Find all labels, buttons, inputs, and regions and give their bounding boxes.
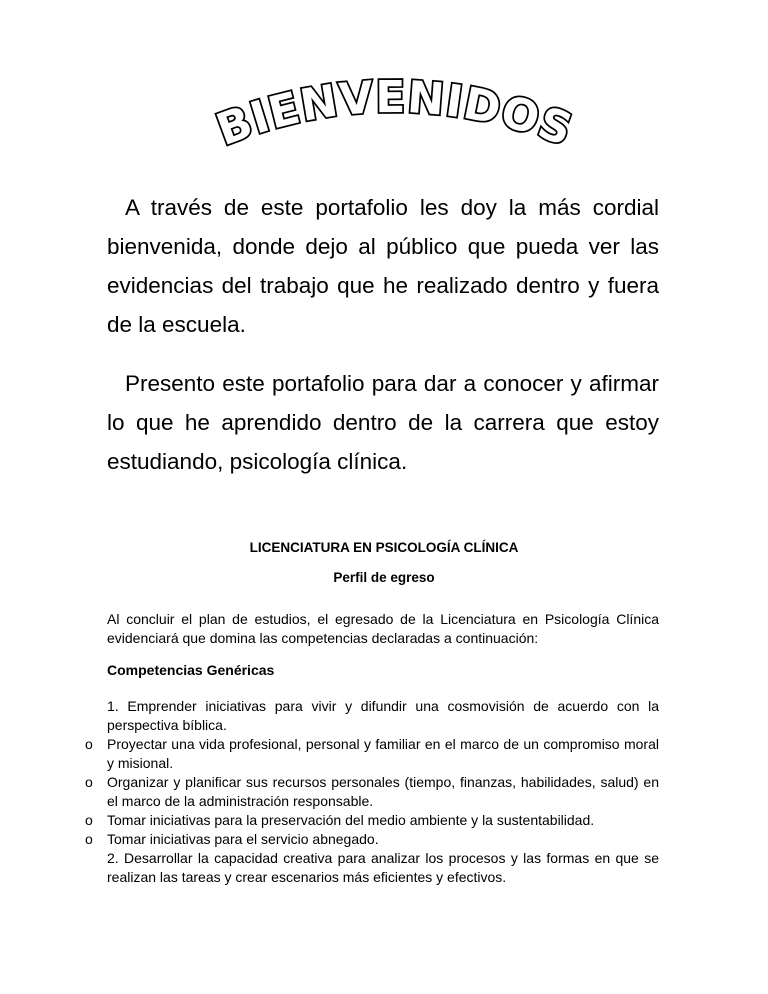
welcome-title-text: BIENVENIDOS xyxy=(210,71,580,157)
profile-description: Al concluir el plan de estudios, el egresado de la Licenciatura en Psicología Clínica evidenciará que domina las competencias declaradas a continuación: xyxy=(107,611,659,646)
welcome-wordart-title xyxy=(190,71,600,170)
list-item-text: Tomar iniciativas para el servicio abnegado. xyxy=(107,831,379,847)
list-item-text: Proyectar una vida profesional, personal y familiar en el marco de un compromiso moral y misional. xyxy=(107,736,659,771)
list-item-text: Organizar y planificar sus recursos personales (tiempo, finanzas, habilidades, salud) en el marco de la administración responsable. xyxy=(107,774,659,809)
degree-title: LICENCIATURA EN PSICOLOGÍA CLÍNICA xyxy=(249,540,519,555)
circle-bullet-icon: o xyxy=(85,831,93,847)
list-item-text: Tomar iniciativas para la preservación del medio ambiente y la sustentabilidad. xyxy=(107,812,595,828)
circle-bullet-icon: o xyxy=(85,736,93,752)
intro-paragraph-2: Presento este portafolio para dar a conocer y afirmar lo que he aprendido dentro de la carrera que estoy estudiando, psicología clínica. xyxy=(107,371,659,474)
intro-paragraph-1: A través de este portafolio les doy la más cordial bienvenida, donde dejo al público que pueda ver las evidencias del trabajo que he realizado dentro y fuera de la escuela. xyxy=(107,195,659,337)
list-item-text: 2. Desarrollar la capacidad creativa para analizar los procesos y las formas en que se realizan las tareas y crear escenarios más eficientes y efectivos. xyxy=(107,850,659,885)
list-item-text: 1. Emprender iniciativas para vivir y difundir una cosmovisión de acuerdo con la perspectiva bíblica. xyxy=(107,698,659,733)
list-item xyxy=(107,849,659,887)
list-item xyxy=(85,735,659,773)
competencies-heading: Competencias Genéricas xyxy=(107,662,275,678)
competencies-list xyxy=(85,697,659,887)
list-item xyxy=(85,811,659,830)
circle-bullet-icon: o xyxy=(85,812,93,828)
list-item xyxy=(85,830,659,849)
profile-subtitle: Perfil de egreso xyxy=(333,570,435,585)
circle-bullet-icon: o xyxy=(85,774,93,790)
list-item xyxy=(85,773,659,811)
list-item xyxy=(107,697,659,735)
